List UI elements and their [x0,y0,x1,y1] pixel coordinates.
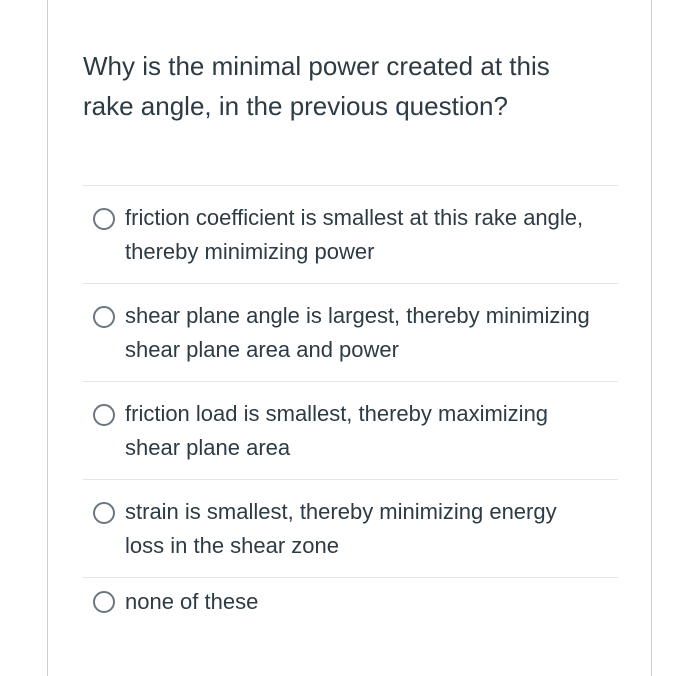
answer-label: shear plane angle is largest, thereby minimizing shear plane area and power [125,303,590,362]
answer-label: friction load is smallest, thereby maximizing shear plane area [125,401,549,460]
question-text: Why is the minimal power created at this rake angle, in the previous question? [83,51,550,121]
radio-button-icon[interactable] [93,591,115,613]
answer-option[interactable] [83,479,618,577]
answer-option[interactable] [83,381,618,479]
answer-label: none of these [125,589,259,614]
radio-button-icon[interactable] [93,208,115,230]
answer-option[interactable] [83,185,618,283]
answer-list [83,185,618,657]
answer-label: strain is smallest, thereby minimizing energy loss in the shear zone [125,499,557,558]
radio-button-icon[interactable] [93,306,115,328]
answer-option[interactable] [83,283,618,381]
answer-label: friction coefficient is smallest at this rake angle, thereby minimizing power [125,205,584,264]
radio-button-icon[interactable] [93,502,115,524]
answer-option[interactable] [83,577,618,657]
question-card [47,0,652,676]
radio-button-icon[interactable] [93,404,115,426]
